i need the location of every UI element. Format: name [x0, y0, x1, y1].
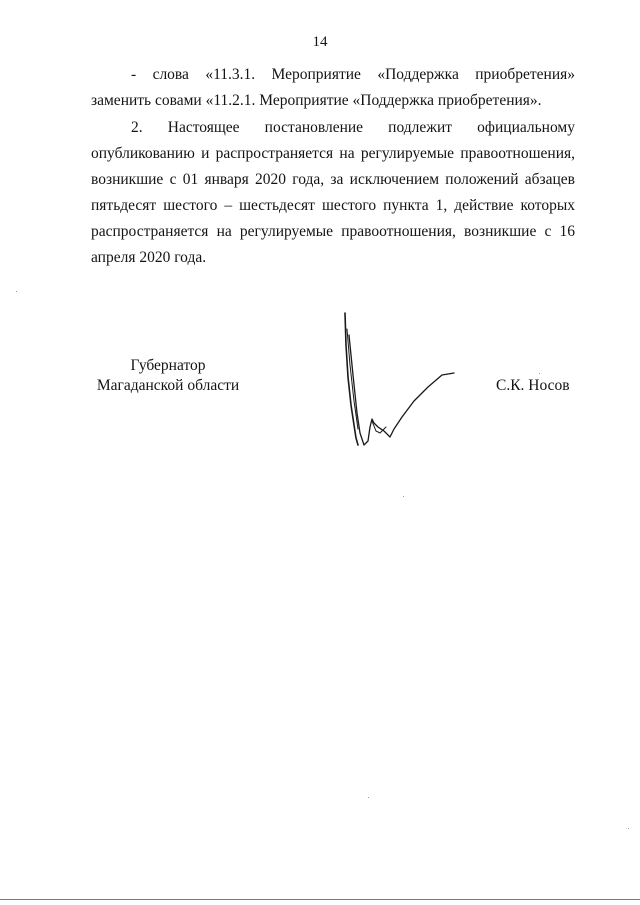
signatory-name: С.К. Носов: [496, 377, 570, 394]
handwritten-signature: [330, 305, 480, 455]
signatory-region: Магаданской области: [96, 377, 240, 394]
scan-speck: [16, 291, 17, 292]
scan-speck: [628, 828, 629, 829]
scan-speck: [368, 797, 369, 798]
signatory-position: Губернатор: [130, 357, 206, 374]
scan-speck: [403, 496, 404, 497]
bottom-scan-edge: [0, 899, 640, 900]
scan-speck: [539, 373, 540, 374]
paragraph-amendment: - слова «11.3.1. Мероприятие «Поддержка приобретения» заменить совами «11.2.1. Мероприятие «Поддержка приобретения».: [91, 66, 575, 109]
paragraph-publication: 2. Настоящее постановление подлежит официальному опубликованию и распространяется на регулируемые правоотношения, возникшие с 01 января 2020 года, за исключением положений абзацев пятьдесят шестого – шестьдесят шестого пункта 1, действие которых распространяется на регулируемые правоотношения, возникшие с 16 апреля 2020 года.: [91, 119, 575, 266]
signatory-title: [88, 356, 248, 396]
page-number: 14: [312, 34, 328, 50]
